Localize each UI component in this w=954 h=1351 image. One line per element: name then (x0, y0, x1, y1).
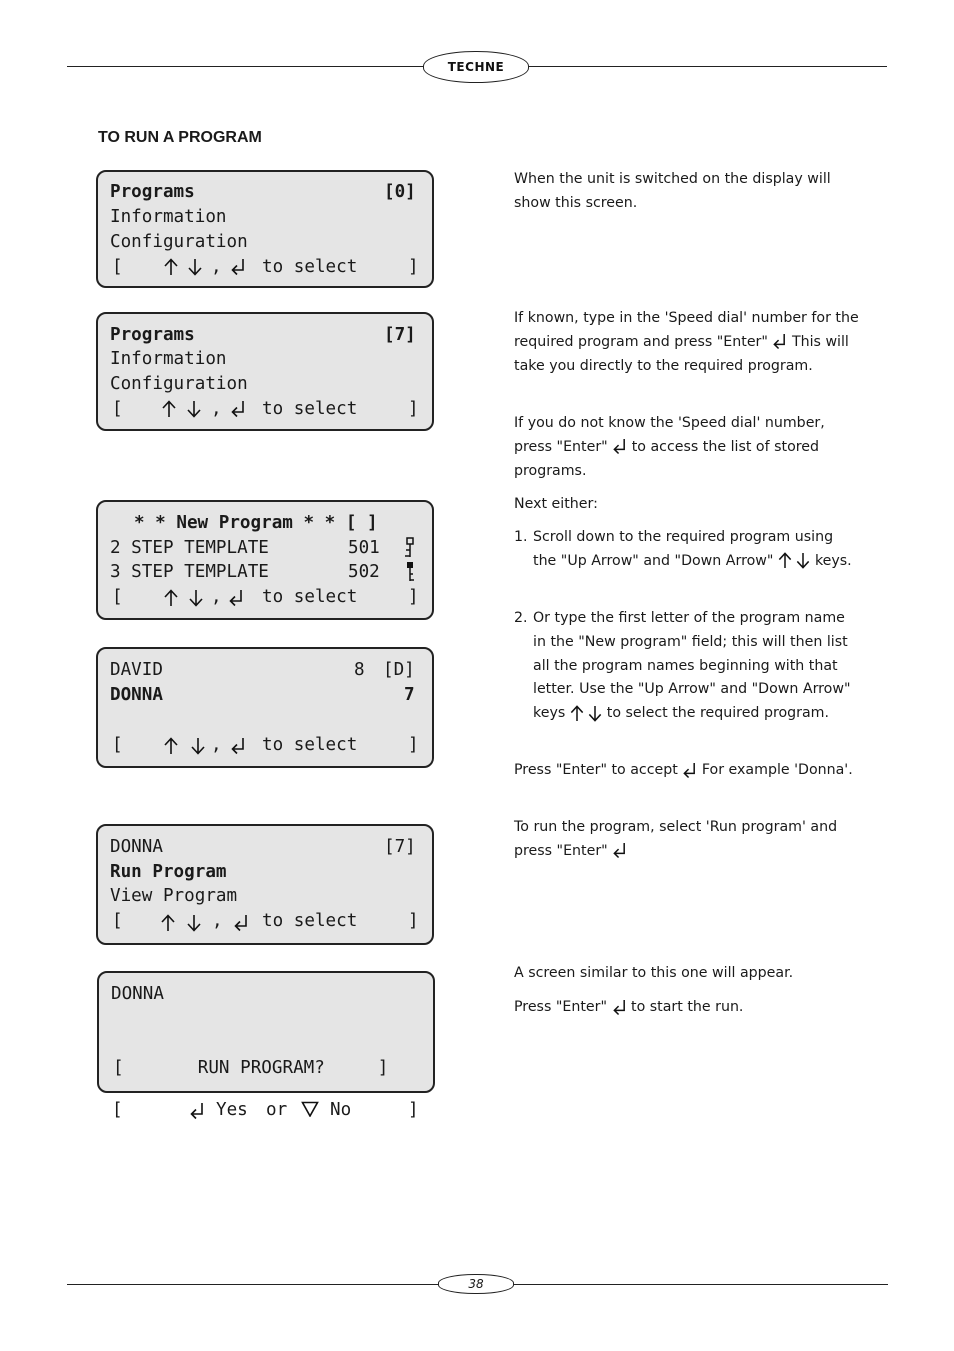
paragraph-2 (514, 307, 859, 378)
lcd-line: Programs (110, 182, 195, 202)
enter-icon (230, 258, 246, 276)
enter-icon (682, 762, 697, 779)
lcd-screen-5 (96, 824, 434, 945)
list-text: Or type the first letter of the program name in the "New program" field; this will then list all the program names beginning with that letter. Use the "Up Arrow" and "Down Arrow" keys to select the required program. (533, 610, 851, 722)
text: Press "Enter" to accept For example 'Donna'. (514, 762, 853, 778)
enter-icon (612, 438, 627, 455)
footer-rule-right (511, 1284, 888, 1285)
lcd-nav-open: [ (112, 399, 123, 419)
lcd-comma: , (211, 587, 222, 607)
enter-icon (612, 842, 627, 859)
text: Next either: (514, 496, 598, 512)
lcd-nav-close: ] (408, 911, 419, 931)
down-arrow-icon (187, 400, 201, 418)
up-arrow-icon (161, 914, 175, 932)
lcd-nav-close: ] (408, 735, 419, 755)
text: A screen similar to this one will appear. (514, 965, 794, 981)
confirm-yes: Yes (216, 1100, 248, 1120)
header-rule-left (67, 66, 425, 67)
key-icon (404, 561, 414, 583)
paragraph-5 (514, 759, 859, 783)
key-icon (404, 537, 414, 559)
lcd-screen-1 (96, 170, 434, 288)
text: When the unit is switched on the display will show this screen. (514, 171, 831, 211)
lcd-line: Programs (110, 325, 195, 345)
lcd-field: [7] (384, 837, 416, 857)
list-number: 1. (514, 529, 528, 545)
down-arrow-icon (588, 705, 602, 722)
paragraph-7 (514, 962, 859, 986)
footer-rule-left (67, 1284, 439, 1285)
header-rule-right (525, 66, 887, 67)
up-arrow-icon (164, 737, 178, 755)
techne-logo (423, 51, 529, 83)
paragraph-1 (514, 168, 859, 216)
text: If you do not know the 'Speed dial' number, press "Enter" to access the list of stored programs. (514, 415, 825, 479)
lcd-nav-text: to select (262, 735, 358, 755)
lcd-line: 2 STEP TEMPLATE (110, 538, 269, 558)
up-arrow-icon (164, 258, 178, 276)
lcd-nav-open: [ (112, 735, 123, 755)
enter-icon (189, 1102, 205, 1120)
down-arrow-icon (189, 589, 203, 607)
lcd-line: Run Program (110, 862, 227, 882)
lcd-screen-4 (96, 647, 434, 768)
lcd-number: 502 (348, 562, 380, 582)
text: Press "Enter" to start the run. (514, 999, 744, 1015)
down-arrow-icon (188, 258, 202, 276)
lcd-line: Information (110, 349, 227, 369)
paragraph-8 (514, 996, 859, 1020)
lcd-screen-2 (96, 312, 434, 431)
lcd-line: DONNA (110, 685, 163, 705)
up-arrow-icon (570, 705, 584, 722)
lcd-comma: , (212, 911, 223, 931)
page-number: 38 (438, 1274, 514, 1294)
enter-icon (772, 333, 787, 350)
lcd-nav-text: to select (262, 399, 358, 419)
down-arrow-icon (191, 737, 205, 755)
lcd-line: Information (110, 207, 227, 227)
lcd-line: * * New Program * * [ ] (134, 513, 378, 533)
lcd-prompt: [ RUN PROGRAM? ] (113, 1058, 389, 1078)
lcd-tag: [D] (383, 660, 415, 680)
lcd-line: DONNA (111, 984, 164, 1004)
lcd-nav-text: to select (262, 911, 358, 931)
down-arrow-icon (796, 552, 810, 569)
confirm-or: or (266, 1100, 288, 1120)
text: To run the program, select 'Run program' and press "Enter" (514, 819, 838, 859)
lcd-nav-open: [ (112, 587, 123, 607)
confirm-close: ] (408, 1100, 419, 1120)
lcd-screen-6 (97, 971, 435, 1093)
lcd-line: Configuration (110, 374, 248, 394)
paragraph-6 (514, 816, 859, 864)
lcd-line: Configuration (110, 232, 248, 252)
lcd-nav-open: [ (112, 257, 123, 277)
lcd-comma: , (211, 257, 222, 277)
lcd-line: DAVID (110, 660, 163, 680)
lcd-nav-close: ] (408, 587, 419, 607)
enter-icon (228, 589, 244, 607)
up-arrow-icon (162, 400, 176, 418)
lcd-number: 7 (404, 685, 415, 705)
lcd-comma: , (211, 735, 222, 755)
lcd-nav-open: [ (112, 911, 123, 931)
lcd-field: [0] (384, 182, 416, 202)
lcd-number: 501 (348, 538, 380, 558)
confirm-open: [ (112, 1100, 123, 1120)
down-triangle-icon (301, 1101, 319, 1117)
up-arrow-icon (778, 552, 792, 569)
list-text: Scroll down to the required program using the "Up Arrow" and "Down Arrow" keys. (533, 529, 852, 569)
paragraph-3 (514, 412, 859, 483)
lcd-line: DONNA (110, 837, 163, 857)
lcd-comma: , (211, 399, 222, 419)
lcd-nav-close: ] (408, 399, 419, 419)
confirm-no: No (330, 1100, 352, 1120)
paragraph-4 (514, 493, 859, 517)
lcd-number: 8 (354, 660, 365, 680)
lcd-nav-text: to select (262, 587, 358, 607)
lcd-field: [7] (384, 325, 416, 345)
enter-icon (612, 999, 627, 1016)
up-arrow-icon (164, 589, 178, 607)
lcd-nav-text: to select (262, 257, 358, 277)
enter-icon (230, 400, 246, 418)
text: If known, type in the 'Speed dial' number for the required program and press "Enter" This will take you directly to the required program. (514, 310, 859, 374)
lcd-line: View Program (110, 886, 238, 906)
down-arrow-icon (187, 914, 201, 932)
lcd-nav-close: ] (408, 257, 419, 277)
lcd-line: 3 STEP TEMPLATE (110, 562, 269, 582)
section-heading: TO RUN A PROGRAM (98, 129, 262, 146)
lcd-screen-3 (96, 500, 434, 620)
enter-icon (233, 914, 249, 932)
list-number: 2. (514, 610, 528, 626)
enter-icon (230, 737, 246, 755)
logo-text: TECHNE (447, 60, 505, 74)
